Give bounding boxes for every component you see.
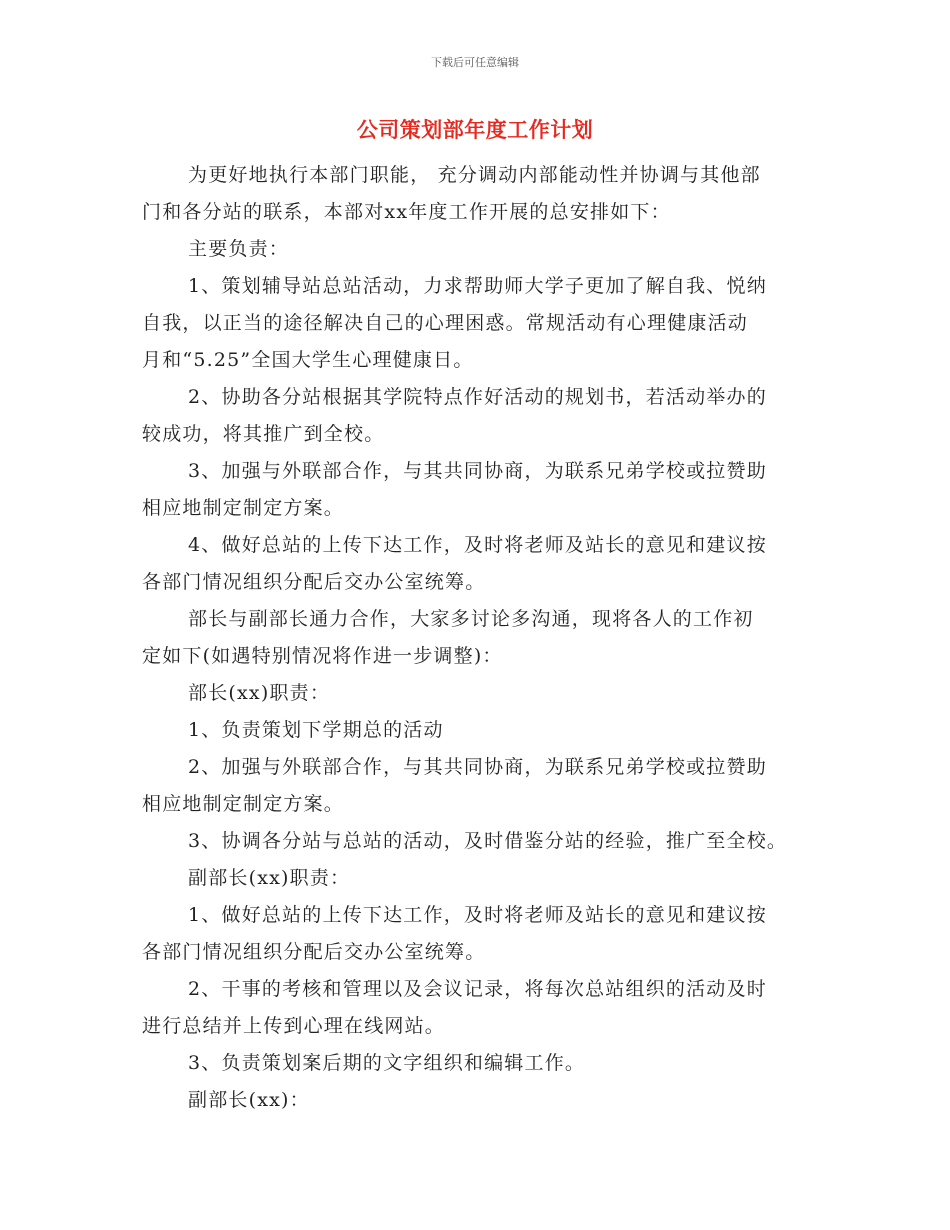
text-line: 2、干事的考核和管理以及会议记录，将每次总站组织的活动及时 [188, 978, 767, 1000]
document-body [142, 157, 832, 1119]
text-line: 自我，以正当的途径解决自己的心理困惑。常规活动有心理健康活动 [142, 312, 749, 334]
text-line: 为更好地执行本部门职能， 充分调动内部能动性并协调与其他部 [188, 164, 761, 186]
paragraph [142, 860, 832, 897]
text-line: 相应地制定制定方案。 [142, 793, 345, 815]
paragraph [142, 971, 832, 1045]
paragraph [142, 157, 832, 231]
text-line: 1、做好总站的上传下达工作，及时将老师及站长的意见和建议按 [188, 904, 767, 926]
paragraph [142, 675, 832, 712]
paragraph [142, 527, 832, 601]
text-line: 相应地制定制定方案。 [142, 497, 345, 519]
header-note: 下载后可任意编辑 [431, 56, 519, 69]
text-line: 2、协助各分站根据其学院特点作好活动的规划书，若活动举办的 [188, 386, 767, 408]
paragraph [142, 453, 832, 527]
text-line: 定如下(如遇特别情况将作进一步调整)： [142, 645, 503, 667]
paragraph [142, 231, 832, 268]
text-line: 各部门情况组织分配后交办公室统筹。 [142, 571, 486, 593]
text-line: 1、策划辅导站总站活动，力求帮助师大学子更加了解自我、悦纳 [188, 275, 767, 297]
text-line: 1、负责策划下学期总的活动 [188, 719, 444, 741]
paragraph [142, 712, 832, 749]
paragraph [142, 1045, 832, 1082]
text-line: 副部长(xx)： [188, 1089, 310, 1111]
paragraph [142, 1082, 832, 1119]
text-line: 3、协调各分站与总站的活动，及时借鉴分站的经验，推广至全校。 [188, 830, 788, 852]
text-line: 部长(xx)职责： [188, 682, 331, 704]
paragraph [142, 749, 832, 823]
text-line: 2、加强与外联部合作，与其共同协商，为联系兄弟学校或拉赞助 [188, 756, 767, 778]
paragraph [142, 823, 832, 860]
paragraph [142, 601, 832, 675]
text-line: 各部门情况组织分配后交办公室统筹。 [142, 941, 486, 963]
text-line: 4、做好总站的上传下达工作，及时将老师及站长的意见和建议按 [188, 534, 767, 556]
text-line: 3、加强与外联部合作，与其共同协商，为联系兄弟学校或拉赞助 [188, 460, 767, 482]
text-line: 副部长(xx)职责： [188, 867, 351, 889]
text-line: 部长与副部长通力合作，大家多讨论多沟通，现将各人的工作初 [188, 608, 754, 630]
document-title: 公司策划部年度工作计划 [356, 118, 594, 142]
text-line: 主要负责： [188, 238, 290, 260]
text-line: 进行总结并上传到心理在线网站。 [142, 1015, 446, 1037]
paragraph [142, 268, 832, 379]
text-line: 月和“5.25”全国大学生心理健康日。 [142, 349, 474, 371]
text-line: 较成功，将其推广到全校。 [142, 423, 385, 445]
text-line: 门和各分站的联系，本部对xx年度工作开展的总安排如下： [142, 201, 671, 223]
paragraph [142, 379, 832, 453]
paragraph [142, 897, 832, 971]
text-line: 3、负责策划案后期的文字组织和编辑工作。 [188, 1052, 586, 1074]
